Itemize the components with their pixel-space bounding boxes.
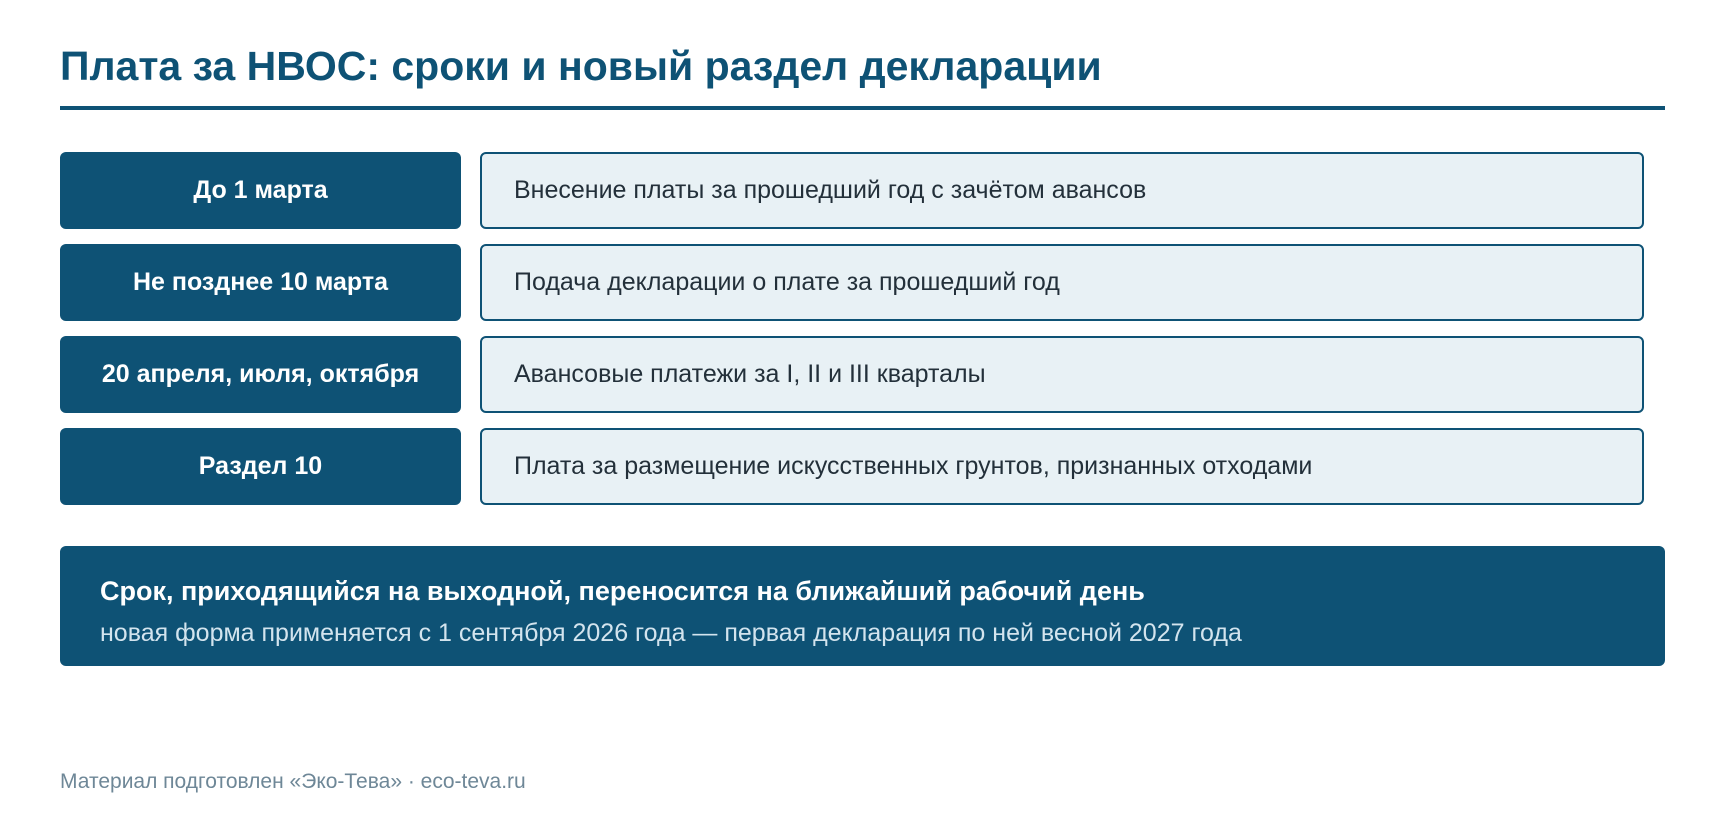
deadline-badge: До 1 марта <box>60 152 461 229</box>
deadline-description: Внесение платы за прошедший год с зачётом авансов <box>480 152 1644 229</box>
deadline-badge: Не позднее 10 марта <box>60 244 461 321</box>
schedule-row <box>60 244 1646 322</box>
page-title: Плата за НВОС: сроки и новый раздел декларации <box>60 43 1102 89</box>
footer-credit: Материал подготовлен «Эко-Тева» · eco-teva.ru <box>60 770 526 793</box>
deadline-description: Подача декларации о плате за прошедший год <box>480 244 1644 321</box>
note-headline: Срок, приходящийся на выходной, переносится на ближайший рабочий день <box>100 576 1145 606</box>
deadline-badge: Раздел 10 <box>60 428 461 505</box>
deadline-description: Авансовые платежи за I, II и III кварталы <box>480 336 1644 413</box>
schedule-row <box>60 336 1646 414</box>
schedule-row <box>60 428 1646 506</box>
deadline-badge: 20 апреля, июля, октября <box>60 336 461 413</box>
deadline-description: Плата за размещение искусственных грунтов, признанных отходами <box>480 428 1644 505</box>
note-banner <box>60 546 1665 666</box>
title-divider <box>60 106 1665 110</box>
schedule-row <box>60 152 1646 230</box>
schedule-list <box>60 152 1646 520</box>
note-subtext: новая форма применяется с 1 сентября 2026 года — первая декларация по ней весной 2027 года <box>100 619 1242 647</box>
page <box>60 0 1666 820</box>
